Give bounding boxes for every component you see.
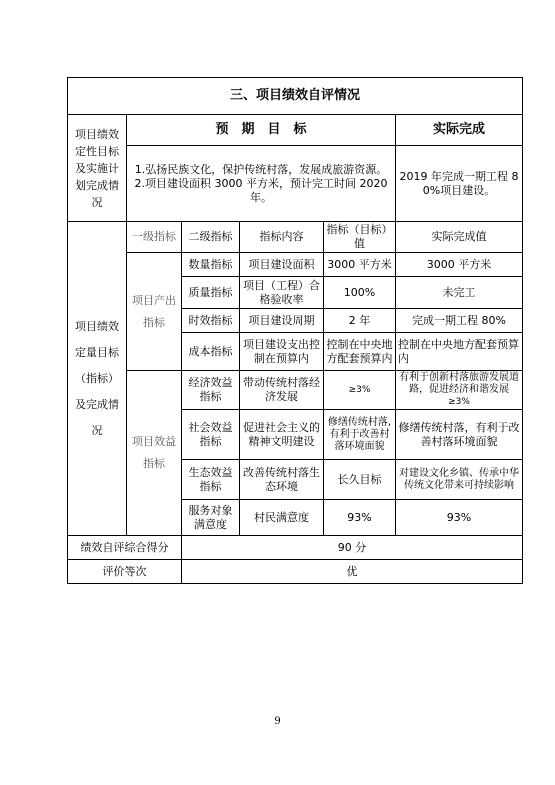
- content-cell: 项目建设支出控制在预算内: [240, 333, 324, 371]
- expected-goal-2: 2.项目建设面积 3000 平方米，预计完工时间 2020 年。: [134, 176, 388, 204]
- score-label: 绩效自评综合得分: [68, 536, 182, 560]
- col-header-actual: 实际完成值: [396, 222, 523, 253]
- content-cell: 项目（工程）合格验收率: [240, 277, 324, 309]
- target-cell: 控制在中央地方配套预算内: [324, 333, 396, 371]
- level2-cell: 成本指标: [182, 333, 240, 371]
- quantitative-label: [68, 222, 127, 536]
- group-label-line: 项目产出: [132, 293, 176, 307]
- content-cell: 项目建设面积: [240, 253, 324, 277]
- col-header-content: 指标内容: [240, 222, 324, 253]
- group-label-line: 指标: [143, 457, 165, 470]
- content-cell: 改善传统村落生态环境: [240, 460, 324, 500]
- quant-label-line: （指标）: [75, 371, 119, 385]
- content-cell: 村民满意度: [240, 500, 324, 536]
- quant-label-line: 及完成情: [75, 397, 119, 411]
- actual-cell: 对建设文化乡镇、传承中华传统文化带来可持续影响: [396, 460, 523, 500]
- quant-label-line: 项目绩效: [75, 319, 119, 333]
- content-cell: 带动传统村落经济发展: [240, 371, 324, 410]
- qualitative-label: 项目绩效定性目标及实施计划完成情况: [68, 115, 127, 222]
- level2-cell: 质量指标: [182, 277, 240, 309]
- actual-cell: 完成一期工程 80%: [396, 309, 523, 333]
- rating-value: 优: [182, 560, 523, 584]
- output-indicator-group: [127, 253, 182, 371]
- target-cell: 100%: [324, 277, 396, 309]
- group-label-line: 指标: [143, 315, 165, 329]
- expected-goals: [127, 146, 396, 222]
- quant-label-line: 况: [91, 423, 103, 437]
- actual-cell: 3000 平方米: [396, 253, 523, 277]
- actual-cell: 控制在中央地方配套预算内: [396, 333, 523, 371]
- col-header-level2: 二级指标: [182, 222, 240, 253]
- actual-line: 有利于创新村落旅游发展道路，促进经济和谐发展: [399, 372, 519, 395]
- level2-cell: 服务对象满意度: [182, 500, 240, 536]
- performance-table: [67, 77, 523, 584]
- level2-cell: 经济效益指标: [182, 371, 240, 410]
- content-cell: 项目建设周期: [240, 309, 324, 333]
- target-cell: 2 年: [324, 309, 396, 333]
- expected-goal-1: 1.弘扬民族文化，保护传统村落，发展成旅游资源。: [134, 162, 388, 176]
- quant-label-line: 定量目标: [75, 345, 119, 359]
- actual-cell: 未完工: [396, 277, 523, 309]
- actual-line: ≥3%: [448, 397, 470, 407]
- group-label-line: 项目效益: [132, 435, 176, 448]
- section-title: 三、项目绩效自评情况: [68, 78, 523, 115]
- target-cell: ≥3%: [324, 371, 396, 410]
- content-cell: 促进社会主义的精神文明建设: [240, 410, 324, 460]
- target-cell: 长久目标: [324, 460, 396, 500]
- level2-cell: 社会效益指标: [182, 410, 240, 460]
- score-value: 90 分: [182, 536, 523, 560]
- actual-header: 实际完成: [396, 115, 523, 146]
- page-number: 9: [274, 716, 281, 727]
- level2-cell: 生态效益指标: [182, 460, 240, 500]
- actual-cell: 修缮传统村落，有利于改善村落环境面貌: [396, 410, 523, 460]
- rating-label: 评价等次: [68, 560, 182, 584]
- target-cell: 修缮传统村落,有利于改善村落环境面貌: [324, 410, 396, 460]
- actual-completion: 2019 年完成一期工程 80%项目建设。: [396, 146, 523, 222]
- level2-cell: 数量指标: [182, 253, 240, 277]
- target-cell: 3000 平方米: [324, 253, 396, 277]
- col-header-target: 指标（目标）值: [324, 222, 396, 253]
- level2-cell: 时效指标: [182, 309, 240, 333]
- benefit-indicator-group: [127, 371, 182, 536]
- expected-header: 预 期 目 标: [127, 115, 396, 146]
- target-cell: 93%: [324, 500, 396, 536]
- actual-cell: [396, 371, 523, 410]
- actual-cell: 93%: [396, 500, 523, 536]
- col-header-level1: 一级指标: [127, 222, 182, 253]
